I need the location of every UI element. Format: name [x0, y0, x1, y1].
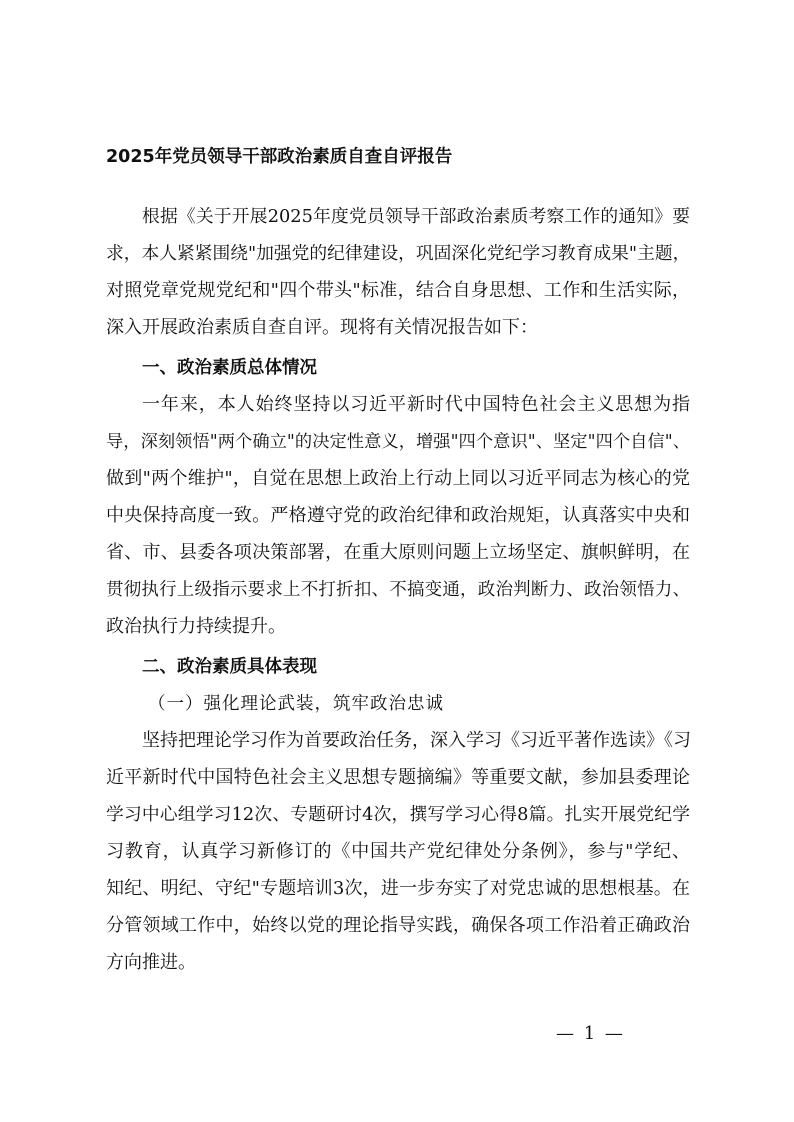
subsection-heading: （一）强化理论武装，筑牢政治忠诚 [148, 694, 444, 714]
section1-line: 做到"两个维护"，自觉在思想上政治上行动上同以习近平同志为核心的党 [106, 468, 690, 489]
subsection-line: 坚持把理论学习作为首要政治任务，深入学习《习近平著作选读》《习 [142, 730, 691, 751]
intro-line: 求，本人紧紧围绕"加强党的纪律建设，巩固深化党纪学习教育成果"主题， [106, 244, 691, 264]
intro-line: 对照党章党规党纪和"四个带头"标准，结合自身思想、工作和生活实际， [106, 280, 690, 301]
intro-line: 根据《关于开展2025年度党员领导干部政治素质考察工作的通知》要 [142, 207, 690, 227]
subsection-line: 知纪、明纪、守纪"专题培训3次，进一步夯实了对党忠诚的思想根基。在 [106, 878, 690, 899]
subsection-line: 习教育，认真学习新修订的《中国共产党纪律处分条例》，参与"学纪、 [106, 841, 690, 862]
section1-line: 贯彻执行上级指示要求上不打折扣、不搞变通，政治判断力、政治领悟力、 [106, 580, 690, 600]
subsection-line: 分管领域工作中，始终以党的理论指导实践，确保各项工作沿着正确政治 [106, 915, 690, 936]
section1-line: 导，深刻领悟"两个确立"的决定性意义，增强"四个意识"、坚定"四个自信"、 [106, 432, 690, 452]
subsection-line: 方向推进。 [106, 952, 196, 973]
subsection-line: 近平新时代中国特色社会主义思想专题摘编》等重要文献，参加县委理论 [106, 767, 690, 788]
section1-line: 一年来，本人始终坚持以习近平新时代中国特色社会主义思想为指 [142, 394, 690, 415]
intro-line: 深入开展政治素质自查自评。现将有关情况报告如下： [106, 317, 538, 338]
section-heading: 一、政治素质总体情况 [142, 358, 317, 378]
section1-line: 中央保持高度一致。严格遵守党的政治纪律和政治规矩，认真落实中央和 [106, 505, 690, 526]
section1-line: 省、市、县委各项决策部署，在重大原则问题上立场坚定、旗帜鲜明，在 [106, 542, 690, 563]
document-title: 2025年党员领导干部政治素质自查自评报告 [106, 147, 453, 167]
page-number: — 1 — [556, 1023, 625, 1044]
section-heading: 二、政治素质具体表现 [142, 657, 317, 677]
section1-line: 政治执行力持续提升。 [106, 616, 286, 637]
subsection-line: 学习中心组学习12次、专题研讨4次，撰写学习心得8篇。扎实开展党纪学 [106, 805, 690, 825]
